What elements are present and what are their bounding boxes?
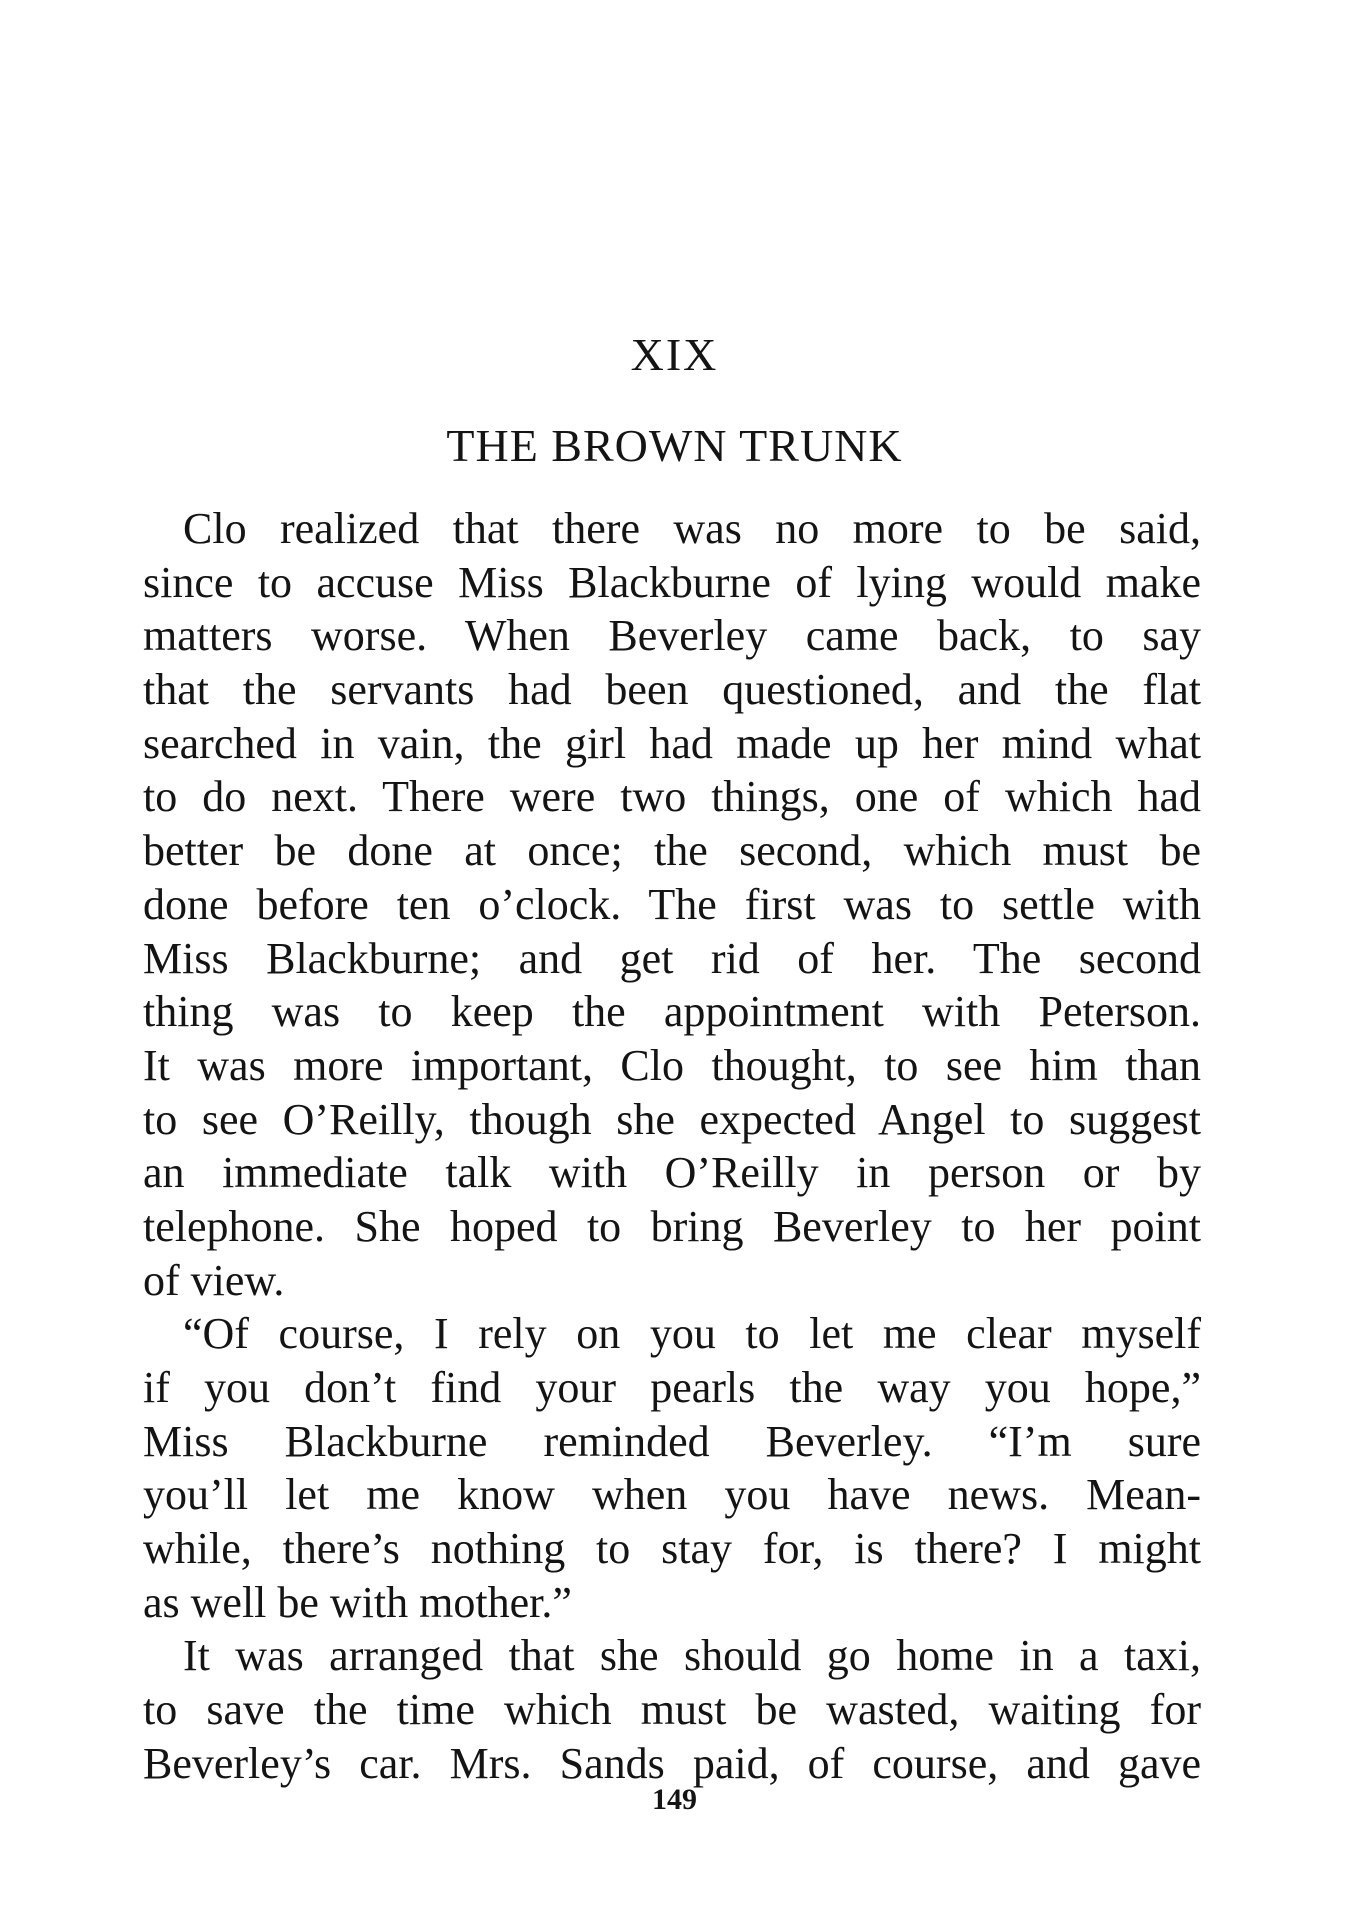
text-line: an immediate talk with O’Reilly in person or by <box>143 1148 1201 1198</box>
body-text <box>143 502 1201 1791</box>
text-line: better be done at once; the second, which must be <box>143 826 1201 876</box>
text-line: thing was to keep the appointment with Peterson. <box>143 987 1201 1037</box>
text-line: done before ten o’clock. The first was to settle with <box>143 879 1201 929</box>
text-line: matters worse. When Beverley came back, to say <box>143 611 1201 661</box>
text-line: if you don’t find your pearls the way you hope,” <box>143 1363 1201 1412</box>
text-line: to see O’Reilly, though she expected Angel to suggest <box>143 1094 1201 1144</box>
text-line: while, there’s nothing to stay for, is there? I might <box>143 1524 1201 1574</box>
text-line: that the servants had been questioned, and the flat <box>143 665 1201 715</box>
text-line: telephone. She hoped to bring Beverley to her point <box>143 1201 1201 1251</box>
text-line: since to accuse Miss Blackburne of lying would make <box>143 557 1201 607</box>
text-line: of view. <box>143 1255 285 1305</box>
text-line: Miss Blackburne reminded Beverley. “I’m sure <box>143 1416 1201 1466</box>
text-line: It was more important, Clo thought, to see him than <box>143 1040 1201 1090</box>
text-line: to do next. There were two things, one of which had <box>143 772 1201 822</box>
text-line: “Of course, I rely on you to let me clear myself <box>183 1309 1201 1359</box>
text-line: to save the time which must be wasted, waiting for <box>143 1685 1201 1735</box>
text-line: Beverley’s car. Mrs. Sands paid, of course, and gave <box>143 1738 1201 1788</box>
chapter-title: THE BROWN TRUNK <box>446 420 903 471</box>
text-line: Miss Blackburne; and get rid of her. The second <box>143 933 1201 983</box>
text-line: Clo realized that there was no more to be said, <box>183 504 1201 553</box>
text-line: searched in vain, the girl had made up her mind what <box>143 718 1201 768</box>
text-line: It was arranged that she should go home in a taxi, <box>183 1631 1201 1681</box>
chapter-number: XIX <box>630 329 719 380</box>
text-line: you’ll let me know when you have news. Mean- <box>143 1470 1201 1520</box>
page-number: 149 <box>652 1783 697 1816</box>
text-line: as well be with mother.” <box>143 1577 572 1627</box>
